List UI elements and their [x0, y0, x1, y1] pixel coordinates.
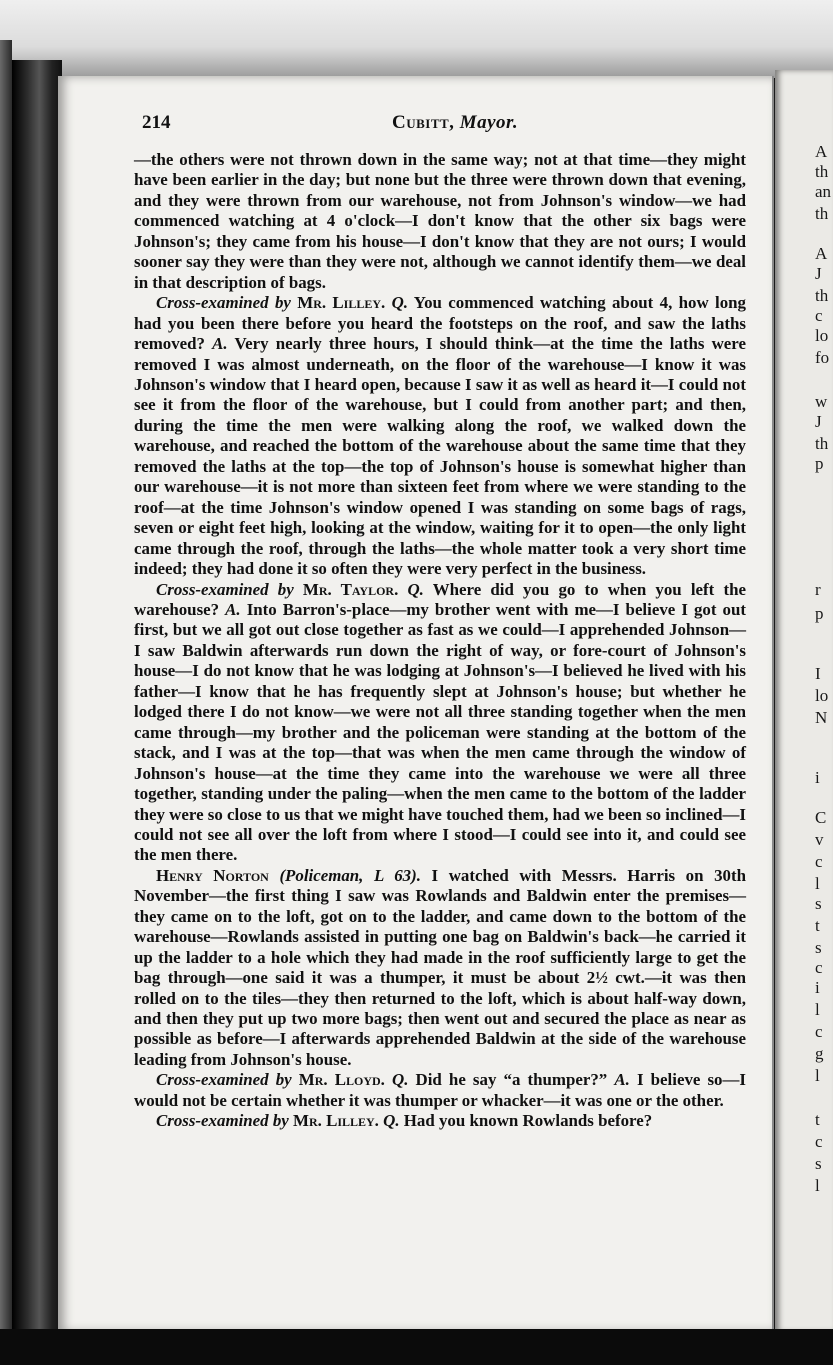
page-header	[142, 112, 742, 136]
facing-page-fragment: i	[815, 978, 820, 997]
facing-page-fragment: s	[815, 894, 822, 913]
answer-marker: A.	[212, 334, 228, 354]
facing-page-fragment: w	[815, 392, 828, 411]
paragraph-text: —the others were not thrown down in the same way; not at that time—they might have been earlier in the day; but none but the three were thrown down that evening, and they were thrown from our warehouse, not from Johnson's window—we had commenced watching at 4 o'clock—I don't know that the other six bags were Johnson's; they came from his house—I don't know that they are not ours; I would sooner say they were than they were not, although we cannot identify them—we deal in that description of bags.	[134, 150, 746, 292]
running-head	[392, 112, 518, 134]
body-text	[134, 150, 746, 1132]
facing-page-fragment: C	[815, 808, 827, 827]
facing-page-fragment: th	[815, 162, 829, 181]
facing-page-fragment: l	[815, 1176, 820, 1195]
facing-page-fragment: th	[815, 204, 829, 223]
paragraph-cross-examination	[134, 293, 746, 579]
witness-name: Henry Norton	[156, 865, 269, 885]
facing-page-fragment: c	[815, 1132, 823, 1151]
question-marker: Q.	[391, 293, 409, 313]
counsel-name: Mr. Lilley.	[297, 293, 386, 313]
facing-page-fragment: s	[815, 1154, 822, 1173]
question-marker: Q.	[407, 579, 424, 599]
paragraph-witness-testimony	[134, 866, 746, 1071]
facing-page-fragment: v	[815, 830, 824, 849]
question-text: Did he say “a thumper?”	[408, 1070, 615, 1090]
facing-page-fragment: c	[815, 306, 823, 325]
witness-role: (Policeman, L 63).	[279, 865, 421, 885]
question-text: Where did you go to when you left the warehouse?	[134, 579, 746, 619]
facing-page-fragment: A	[815, 244, 828, 263]
cross-examined-lead: Cross-examined by	[156, 293, 291, 313]
answer-text: I believe so—I would not be certain whether it was thumper or whacker—it was one or the other.	[134, 1070, 746, 1110]
facing-page-fragment: p	[815, 454, 824, 473]
question-marker: Q.	[383, 1111, 400, 1131]
answer-marker: A.	[225, 599, 241, 619]
question-marker: Q.	[392, 1070, 409, 1090]
counsel-name: Mr. Lloyd.	[298, 1070, 385, 1090]
counsel-name: Mr. Lilley.	[293, 1111, 379, 1131]
answer-text: Into Barron's-place—my brother went with me—I believe I got out first, but we all got out close together as fast as we could—I apprehended Johnson—I saw Baldwin afterwards run down the right of way, or fore-court of Johnson's house—I do not know that he was lodging at Johnson's—I believed he lived with his father—I know that he has frequently slept at Johnson's house; but whether he lodged there I do not know—we were not all three standing together when the men came through—my brother and the policeman were standing at the bottom of the stack, and I was at the top—that was when the men came through the window of Johnson's house—at the time they came into the warehouse we were all three together, standing under the paling—when the men came to the bottom of the ladder they were so close to us that we might have touched them, had we been so inclined—I could not see all over the loft from where I stood—I could see into it, and could see the men there.	[134, 599, 746, 865]
answer-text: Very nearly three hours, I should think—at the time the laths were removed I was almost underneath, on the floor of the warehouse—I know it was Johnson's window that I heard open, because I saw it as well as heard it—I could not see it from the floor of the warehouse, but I could from another part; and then, during the time the men were walking along the roof, we walked down the warehouse, and reached the bottom of the warehouse about the same time that they removed the laths at the top—the top of Johnson's house is somewhat higher than our warehouse—it is not more than sixteen feet from where we were standing to the roof—at the time Johnson's window opened I was standing on some bags of rags, seven or eight feet high, looking at the window, waiting for it to open—the only light came through the roof, through the laths—the whole matter took a very short time indeed; they had done it so often they were very perfect in the business.	[134, 334, 746, 579]
facing-page-fragment: c	[815, 958, 823, 977]
book-page	[58, 76, 774, 1332]
facing-page-fragment: lo	[815, 686, 829, 705]
facing-page-fragment: th	[815, 434, 829, 453]
testimony-text: I watched with Messrs. Harris on 30th November—the first thing I saw was Rowlands and Baldwin enter the premises—they came on to the loft, got on to the ladder, and came down to the bottom of the warehouse—Rowlands assisted in putting one bag on Baldwin's back—he carried it up the ladder to a hole which they had made in the roof sufficiently large to get the bag through—one said it was a thumper, it must be about 2½ cwt.—it was then rolled on to the tiles—they then returned to the loft, which is about half-way down, and then they put up two more bags; then went out and secured the place as near as possible as before—I afterwards apprehended Baldwin at the side of the warehouse leading from Johnson's house.	[134, 865, 746, 1069]
cross-examined-lead: Cross-examined by	[156, 579, 294, 599]
facing-page-fragment: s	[815, 938, 822, 957]
running-head-name: Cubitt,	[392, 112, 455, 133]
facing-page-fragment: fo	[815, 348, 830, 367]
book-binding	[12, 60, 62, 1335]
scan-left-edge	[0, 40, 12, 1365]
running-head-title: Mayor.	[459, 112, 519, 133]
counsel-name: Mr. Taylor.	[302, 579, 399, 599]
facing-page-fragment: N	[815, 708, 828, 727]
facing-page-fragment: th	[815, 286, 829, 305]
scan-bottom-edge	[0, 1329, 833, 1365]
facing-page-fragment: t	[815, 1110, 820, 1129]
facing-page-edge	[775, 70, 833, 1332]
scan-top-background	[0, 0, 833, 78]
page-number: 214	[142, 112, 171, 133]
facing-page-fragment: lo	[815, 326, 829, 345]
facing-page-fragment: l	[815, 874, 820, 893]
paragraph-cross-examination	[134, 580, 746, 866]
facing-page-fragment: i	[815, 768, 820, 787]
paragraph-cross-examination	[134, 1070, 746, 1111]
paragraph-cross-examination	[134, 1111, 746, 1131]
facing-page-fragment: t	[815, 916, 820, 935]
facing-page-fragment: an	[815, 182, 832, 201]
facing-page-fragment: A	[815, 142, 828, 161]
answer-marker: A.	[614, 1070, 630, 1090]
facing-page-fragment: J	[815, 412, 822, 431]
facing-page-fragment: J	[815, 264, 822, 283]
facing-page-fragment: l	[815, 1000, 820, 1019]
facing-page-fragment: I	[815, 664, 821, 683]
cross-examined-lead: Cross-examined by	[156, 1070, 292, 1090]
question-text: Had you known Rowlands before?	[399, 1111, 653, 1131]
facing-page-fragment: p	[815, 604, 824, 623]
facing-page-fragment: l	[815, 1066, 820, 1085]
cross-examined-lead: Cross-examined by	[156, 1111, 289, 1131]
paragraph-continuation	[134, 150, 746, 293]
facing-page-fragment: r	[815, 580, 821, 599]
facing-page-fragment: c	[815, 852, 823, 871]
facing-page-fragment: g	[815, 1044, 824, 1063]
facing-page-fragment: c	[815, 1022, 823, 1041]
question-text: You commenced watching about 4, how long had you been there before you heard the footsteps on the roof, and saw the laths removed?	[134, 293, 746, 354]
